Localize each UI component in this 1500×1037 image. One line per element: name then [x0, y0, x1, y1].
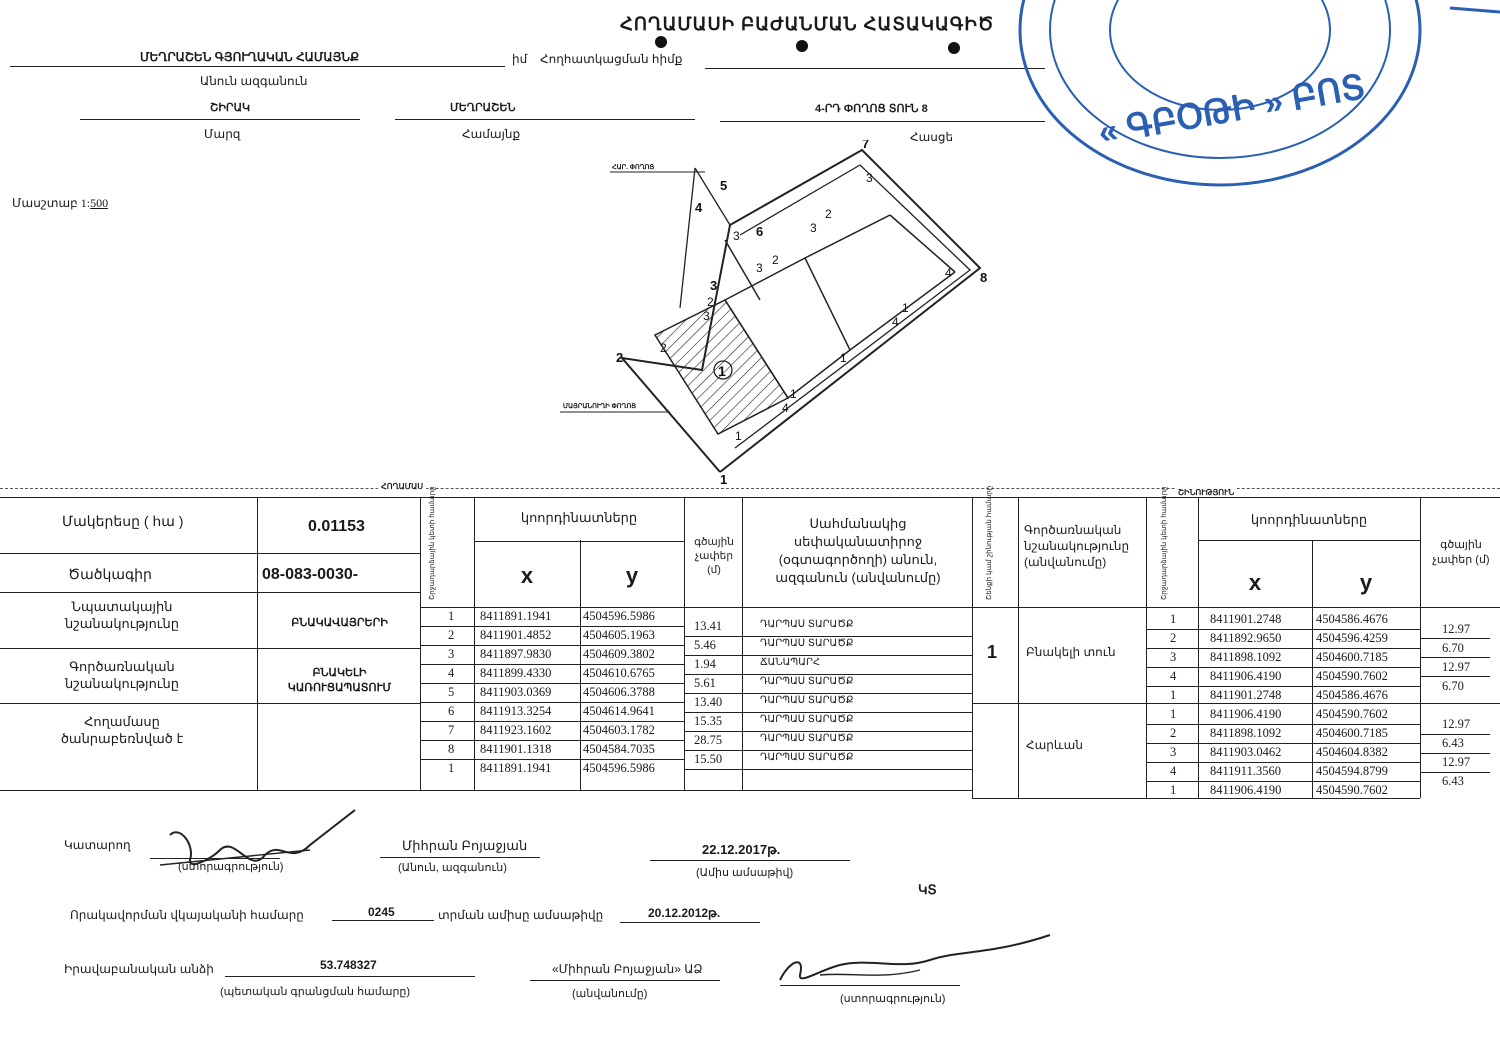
row-x: 8411901.2748	[1210, 688, 1282, 702]
grid-line	[684, 731, 972, 732]
area-label: Մակերեսը ( հա )	[62, 513, 184, 529]
grid-line	[684, 655, 972, 656]
row-y: 4504596.5986	[583, 761, 655, 775]
inner-mark-2d: 2	[707, 295, 714, 309]
building-2-name: Հարևան	[1026, 738, 1083, 752]
row-y: 4504590.7602	[1316, 669, 1388, 683]
row-x: 8411899.4330	[480, 666, 552, 680]
community-underline	[10, 66, 505, 67]
grid-line	[420, 683, 684, 684]
grid-line	[420, 759, 684, 760]
table-row	[1146, 781, 1500, 800]
point-label-2: 2	[616, 350, 624, 365]
left-neighbor-header: Սահմանակից սեփականատիրոջ (օգտագործողի) անուն, ազգանուն (անվանումը)	[775, 516, 941, 585]
parcel-plan	[560, 140, 1020, 485]
row-x: 8411903.0369	[480, 685, 552, 699]
row-neighbor: ԴԱՐՊԱՍ ՏԱՐԱԾՔ	[760, 619, 854, 630]
date-caption: (Ամիս ամսաթիվ)	[696, 867, 794, 879]
row-y: 4504586.4676	[1316, 612, 1388, 626]
row-neighbor: ԴԱՐՊԱՍ ՏԱՐԱԾՔ	[760, 752, 854, 763]
grid-line	[1420, 638, 1490, 639]
grid-line	[1420, 772, 1490, 773]
inner-mark-4c: 4	[945, 266, 952, 280]
row-point: 6	[448, 704, 455, 718]
grid-line	[420, 645, 684, 646]
row-len: 13.41	[694, 619, 723, 633]
func-label: Գործառնական նշանակությունը	[65, 659, 179, 691]
inner-mark-1c: 1	[902, 301, 909, 315]
row-point: 4	[1170, 669, 1177, 683]
row-x: 8411923.1602	[480, 723, 552, 737]
grid-line	[420, 740, 684, 741]
row-point: 1	[1170, 612, 1177, 626]
request-label: իմ	[512, 52, 528, 66]
grid-line	[684, 750, 972, 751]
grid-line	[684, 769, 972, 770]
license-date: 20.12.2012թ.	[648, 906, 721, 920]
row-x: 8411913.3254	[480, 704, 552, 718]
grid-line	[1146, 762, 1420, 763]
row-y: 4504614.9641	[583, 704, 655, 718]
row-len: 12.97	[1442, 660, 1471, 674]
inner-mark-2: 2	[660, 341, 667, 355]
row-y: 4504603.1782	[583, 723, 655, 737]
point-label-4: 4	[695, 200, 703, 215]
area-value: 0.01153	[308, 518, 365, 535]
left-col-point-header: Շրջադարձային կետի համարը	[429, 486, 436, 600]
row-len: 6.70	[1442, 679, 1464, 693]
grid-line	[1146, 667, 1420, 668]
grid-line	[1420, 753, 1490, 754]
row-len: 12.97	[1442, 717, 1471, 731]
grid-line	[1420, 734, 1490, 735]
hamaynq-underline	[395, 119, 695, 120]
grid-line	[474, 541, 684, 542]
grid-line	[1146, 724, 1420, 725]
table-row	[1146, 610, 1500, 636]
grid-line	[1018, 498, 1019, 798]
row-point: 5	[448, 685, 455, 699]
scale-label	[12, 196, 108, 211]
grid-line	[0, 592, 420, 593]
left-coords-header: կոորդինատները	[520, 510, 638, 525]
grid-line	[972, 498, 973, 798]
row-y: 4504594.8799	[1316, 764, 1388, 778]
address-value: 4-ՐԴ ФՈՂՈՑ ՏՈՒՆ 8	[815, 103, 928, 115]
point-label-5: 5	[720, 178, 728, 193]
row-point: 1	[1170, 688, 1177, 702]
row-x: 8411901.1318	[480, 742, 552, 756]
row-neighbor: ԴԱՐՊԱՍ ՏԱՐԱԾՔ	[760, 733, 854, 744]
purpose-label: Նպատակային նշանակությունը	[65, 599, 179, 631]
func-value: ԲՆԱԿԵԼԻ ԿԱՌՈՒՑԱՊԱՏՈՒՄ	[287, 667, 392, 694]
hamaynq-caption: Համայնք	[462, 127, 521, 141]
marz-caption: Մարզ	[204, 127, 241, 141]
row-neighbor: ԴԱՐՊԱՍ ՏԱՐԱԾՔ	[760, 676, 854, 687]
row-y: 4504584.7035	[583, 742, 655, 756]
row-neighbor: ԴԱՐՊԱՍ ՏԱՐԱԾՔ	[760, 695, 854, 706]
point-label-3: 3	[710, 278, 718, 293]
scale-value: 500	[90, 196, 109, 210]
point-label-1: 1	[720, 472, 728, 485]
encumbrance-label: Հողամասը ծանրաբեռնված է	[60, 714, 184, 746]
row-len: 15.35	[694, 714, 723, 728]
inner-mark-1b: 1	[790, 387, 797, 401]
legal-entity-caption: (պետական գրանցման համարը)	[220, 986, 411, 998]
grid-line	[420, 664, 684, 665]
row-point: 3	[1170, 650, 1177, 664]
row-len: 6.43	[1442, 774, 1464, 788]
performer-label: Կատարող	[64, 838, 131, 852]
row-point: 2	[448, 628, 455, 642]
code-value: 08-083-0030-	[262, 566, 359, 583]
grid-line	[1146, 686, 1420, 687]
building-1-name: Բնակելի տուն	[1026, 645, 1116, 659]
document-title: ՀՈՂԱՄԱՍԻ ԲԱԺԱՆՄԱՆ ՀԱՏԱԿԱԳԻԾ	[620, 14, 995, 34]
grid-line	[0, 703, 420, 704]
building-1-number: 1	[987, 642, 998, 662]
license-date-line	[620, 922, 760, 923]
row-y: 4504605.1963	[583, 628, 655, 642]
row-y: 4504600.7185	[1316, 650, 1388, 664]
issue-date: 22.12.2017թ.	[702, 842, 781, 857]
row-x: 8411906.4190	[1210, 669, 1282, 683]
top-road-label: ՀԱՐ. ՓՈՂՈՑ	[612, 164, 655, 171]
section-title-line	[0, 497, 1500, 498]
right-len-header: գծային չափեր (մ)	[1432, 539, 1490, 566]
row-y: 4504606.3788	[583, 685, 655, 699]
marz-underline	[80, 119, 360, 120]
grid-line	[1198, 540, 1420, 541]
grid-line	[1420, 657, 1490, 658]
grid-line	[1420, 676, 1490, 677]
row-y: 4504596.5986	[583, 609, 655, 623]
inner-mark-3d: 3	[866, 171, 873, 185]
grid-line	[257, 498, 258, 790]
right-func-header: Գործառնական նշանակությունը (անվանումը)	[1024, 523, 1130, 569]
performer-name: Միհրան Բոյաջյան	[402, 838, 528, 853]
ks-mark: ԿՏ	[918, 882, 937, 897]
row-y: 4504610.6765	[583, 666, 655, 680]
grid-line	[0, 553, 420, 554]
company-caption: (անվանումը)	[572, 988, 648, 1000]
grid-line	[1146, 629, 1420, 630]
row-len: 5.46	[694, 638, 716, 652]
company-signature	[760, 930, 1060, 1000]
row-point: 3	[448, 647, 455, 661]
hamaynq-value: ՄԵՂՐԱՇԵՆ	[450, 102, 516, 114]
row-point: 1	[448, 761, 455, 775]
right-y-header: y	[1359, 570, 1373, 595]
binder-hole	[796, 40, 808, 52]
row-len: 6.43	[1442, 736, 1464, 750]
row-len: 13.40	[694, 695, 723, 709]
left-y-header: y	[625, 563, 639, 588]
inner-mark-3c: 3	[756, 261, 763, 275]
grid-line	[1146, 781, 1420, 782]
signature-caption: (ստորագրություն)	[178, 861, 284, 873]
purpose-value: ԲՆԱԿԱՎԱՅՐԵՐԻ	[291, 617, 388, 629]
row-x: 8411892.9650	[1210, 631, 1282, 645]
legal-entity-line	[225, 976, 475, 977]
row-len: 6.70	[1442, 641, 1464, 655]
row-len: 28.75	[694, 733, 723, 747]
code-label: Ծածկագիր	[68, 566, 152, 582]
row-x: 8411891.1941	[480, 609, 552, 623]
grid-line	[420, 626, 684, 627]
grid-line	[684, 636, 972, 637]
left-section-title: ՀՈՂԱՄԱՍ	[378, 482, 426, 491]
grid-line	[420, 721, 684, 722]
row-len: 12.97	[1442, 622, 1471, 636]
row-point: 2	[1170, 631, 1177, 645]
row-neighbor: ԴԱՐՊԱՍ ՏԱՐԱԾՔ	[760, 714, 854, 725]
row-neighbor: ՃԱՆԱՊԱՐՀ	[760, 657, 821, 668]
row-x: 8411901.2748	[1210, 612, 1282, 626]
row-len: 12.97	[1442, 755, 1471, 769]
company-line	[530, 980, 720, 981]
row-point: 4	[448, 666, 455, 680]
legal-entity-value: 53.748327	[320, 958, 377, 972]
row-y: 4504596.4259	[1316, 631, 1388, 645]
scale-prefix: Մասշտաբ 1:	[12, 196, 91, 210]
inner-mark-2b: 2	[825, 207, 832, 221]
request-underline	[705, 68, 1045, 69]
issue-date-line	[650, 860, 850, 861]
left-x-header: x	[520, 563, 534, 588]
license-number: 0245	[368, 905, 395, 919]
inner-mark-3b: 3	[810, 221, 817, 235]
right-col-bldg-header: Շենքի կամ շինության համարը	[986, 485, 993, 600]
row-x: 8411891.1941	[480, 761, 552, 775]
inner-mark-2c: 2	[772, 253, 779, 267]
point-label-8: 8	[980, 270, 988, 285]
bottom-road-label: ՄԱՅՐԱՆՈՒՂԻ ՓՈՂՈՑ	[563, 403, 637, 410]
grid-line	[0, 790, 972, 791]
row-x: 8411906.4190	[1210, 783, 1282, 797]
row-len: 1.94	[694, 657, 716, 671]
inner-mark-3: 3	[703, 309, 710, 323]
row-y: 4504604.8382	[1316, 745, 1388, 759]
performer-signature	[140, 805, 360, 885]
grid-line	[684, 674, 972, 675]
row-x: 8411897.9830	[480, 647, 552, 661]
row-x: 8411903.0462	[1210, 745, 1282, 759]
row-point: 1	[1170, 783, 1177, 797]
row-neighbor: ԴԱՐՊԱՍ ՏԱՐԱԾՔ	[760, 638, 854, 649]
table-row	[1146, 686, 1500, 705]
license-number-line	[332, 920, 434, 921]
right-x-header: x	[1248, 570, 1262, 595]
grid-line	[0, 648, 420, 649]
grid-line	[684, 712, 972, 713]
point-label-6: 6	[756, 224, 764, 239]
company-signature-line	[780, 985, 960, 986]
inner-mark-1: 1	[735, 429, 742, 443]
address-underline	[720, 121, 1045, 122]
row-x: 8411911.3560	[1210, 764, 1281, 778]
row-y: 4504590.7602	[1316, 707, 1388, 721]
row-y: 4504609.3802	[583, 647, 655, 661]
row-len: 5.61	[694, 676, 716, 690]
point-label-7: 7	[862, 140, 870, 151]
address-caption: Հասցե	[910, 130, 954, 144]
row-y: 4504590.7602	[1316, 783, 1388, 797]
inner-mark-1d: 1	[840, 351, 847, 365]
performer-signature-line	[150, 858, 280, 859]
right-coords-header: կոորդինատները	[1250, 512, 1368, 527]
row-x: 8411898.1092	[1210, 650, 1282, 664]
row-point: 2	[1170, 726, 1177, 740]
row-point: 8	[448, 742, 455, 756]
company-signature-caption: (ստորագրություն)	[840, 993, 946, 1005]
license-label: Որակավորման վկայականի համարը	[70, 908, 304, 922]
row-point: 7	[448, 723, 455, 737]
binder-hole	[655, 36, 667, 48]
grid-line	[1146, 648, 1420, 649]
row-x: 8411901.4852	[480, 628, 552, 642]
right-section-title: ՇԻՆՈՒԹՅՈՒՆ	[1175, 488, 1237, 497]
inner-mark-3e: 3	[733, 229, 740, 243]
row-point: 3	[1170, 745, 1177, 759]
company-name: «Միհրան Բոյաջյան» ԱՁ	[552, 962, 703, 976]
official-stamp	[1010, 0, 1500, 200]
inner-mark-4b: 4	[892, 315, 899, 329]
stamp-text: « ԳԲՕԹԻ » ԲՈՏ	[1095, 67, 1368, 153]
grid-line	[972, 607, 1500, 608]
community-name: ՄԵՂՐԱՇԵՆ ԳՅՈՒՂԱԿԱՆ ՀԱՄԱՅՆՔ	[140, 50, 360, 64]
row-y: 4504586.4676	[1316, 688, 1388, 702]
marz-value: ՇԻՐԱԿ	[210, 102, 251, 114]
license-date-label: տրման ամիսը ամսաթիվը	[438, 908, 604, 922]
legal-entity-label: Իրավաբանական անձի	[64, 962, 214, 976]
request-basis: Հողհատկացման հիմք	[540, 52, 683, 66]
row-x: 8411906.4190	[1210, 707, 1282, 721]
grid-line	[1146, 743, 1420, 744]
table-row	[420, 607, 972, 633]
row-len: 15.50	[694, 752, 723, 766]
binder-hole	[948, 42, 960, 54]
grid-line	[420, 702, 684, 703]
table-top-border	[0, 488, 1500, 489]
name-caption: (Անուն, ազգանուն)	[398, 862, 507, 874]
parcel-id-label: 1	[718, 363, 726, 379]
left-len-header: գծային չափեր (մ)	[694, 536, 734, 576]
community-caption: Անուն ազգանուն	[200, 74, 308, 88]
table-row	[1146, 705, 1500, 731]
row-point: 1	[448, 609, 455, 623]
row-y: 4504600.7185	[1316, 726, 1388, 740]
row-x: 8411898.1092	[1210, 726, 1282, 740]
row-point: 4	[1170, 764, 1177, 778]
inner-mark-4: 4	[782, 401, 789, 415]
performer-name-line	[380, 857, 540, 858]
grid-line	[684, 693, 972, 694]
right-col-point-header: Շրջադարձային կետի համարը	[1161, 486, 1168, 600]
row-point: 1	[1170, 707, 1177, 721]
